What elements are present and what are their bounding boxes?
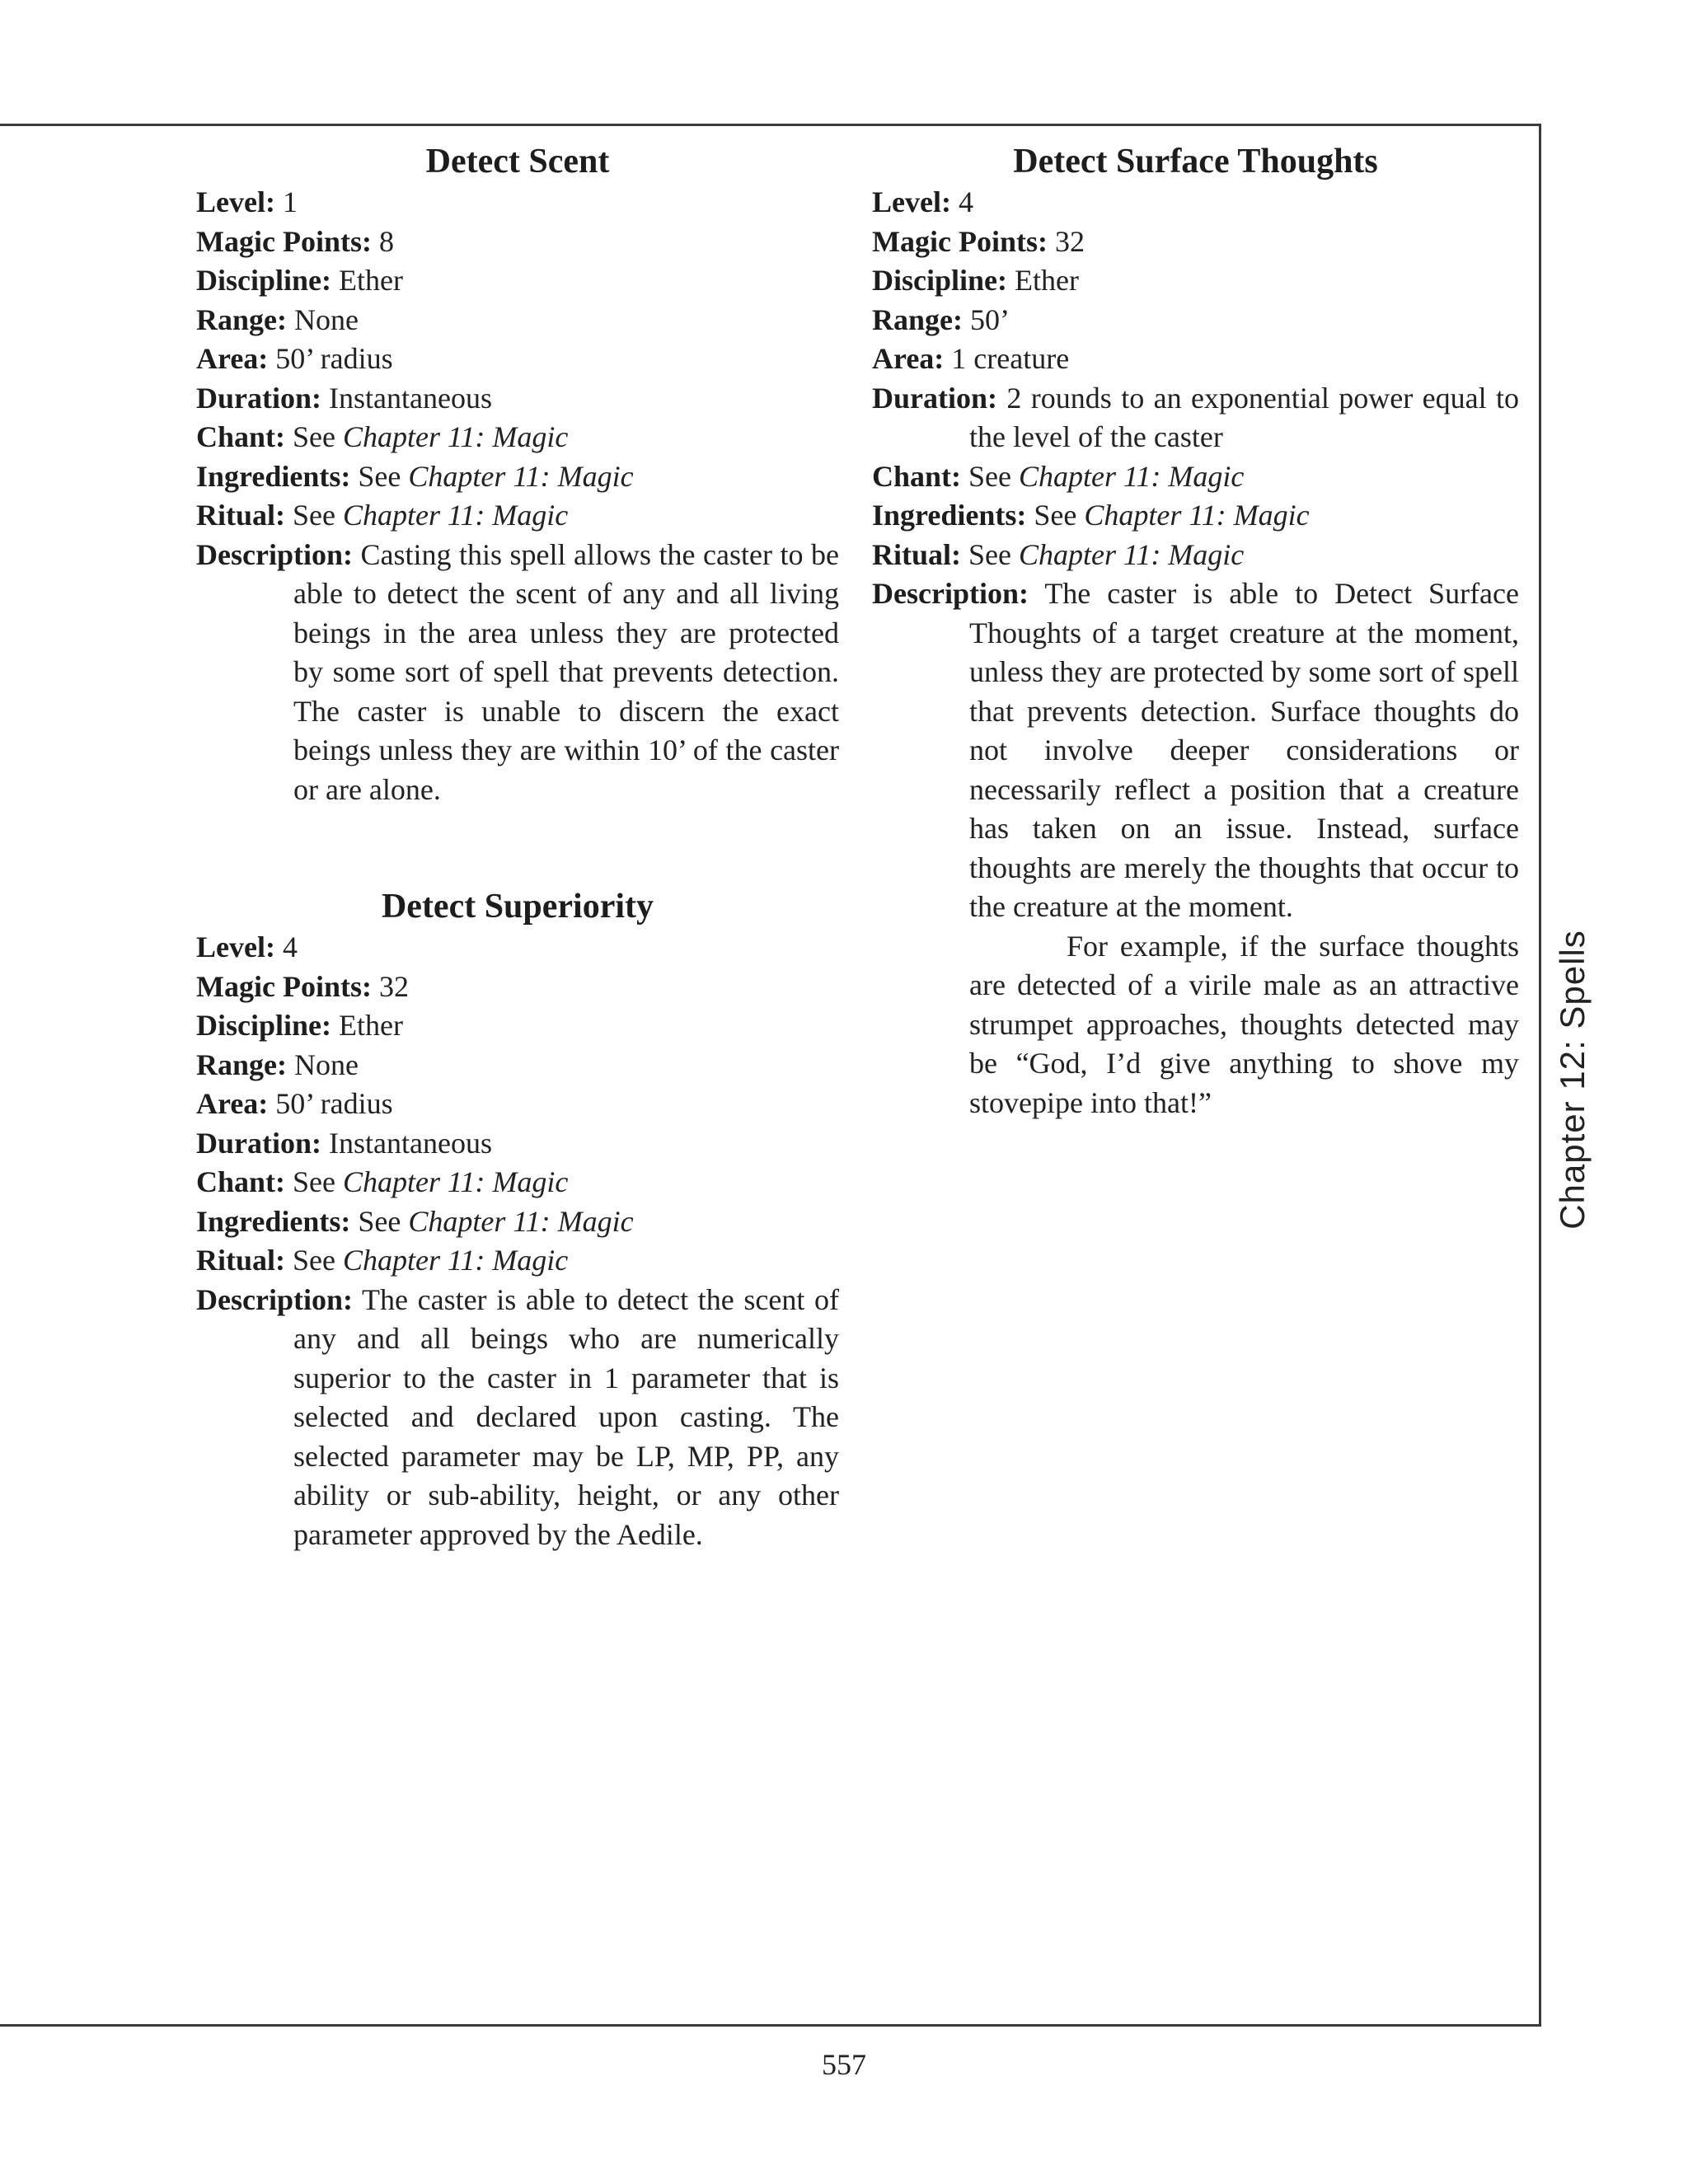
spell-description <box>196 1281 839 1555</box>
left-column <box>196 140 839 1554</box>
field-label: Chant: <box>196 420 286 453</box>
spell-title: Detect Scent <box>425 143 610 180</box>
spell-field-magic-points <box>872 223 1519 262</box>
spell-field-ingredients <box>872 496 1519 536</box>
spell-field-chant <box>196 418 839 457</box>
chapter-side-tab-label: Chapter 12: Spells <box>1553 930 1592 1230</box>
spell-field-area <box>872 340 1519 379</box>
chapter-reference: Chapter 11: Magic <box>408 1204 634 1238</box>
spell-entry-detect-scent <box>196 140 839 809</box>
description-label: Description: <box>196 537 353 571</box>
chapter-reference: Chapter 11: Magic <box>343 1165 569 1198</box>
field-label: Area: <box>196 342 269 375</box>
field-value: 1 <box>282 185 298 218</box>
spell-description <box>196 536 839 810</box>
field-label: Duration: <box>872 381 997 415</box>
field-label: Area: <box>196 1087 269 1120</box>
field-value: Instantaneous <box>329 381 492 415</box>
field-value: See <box>358 459 401 493</box>
description-label: Description: <box>872 577 1029 610</box>
field-label: Area: <box>872 342 945 375</box>
field-value: 4 <box>282 930 298 963</box>
field-value: 4 <box>958 185 973 218</box>
field-value: See <box>968 459 1012 493</box>
chapter-reference: Chapter 11: Magic <box>1019 459 1245 493</box>
spell-field-duration <box>196 379 839 419</box>
field-label: Duration: <box>196 381 321 415</box>
field-label: Ingredients: <box>196 459 351 493</box>
field-label: Duration: <box>196 1126 321 1160</box>
field-value: 1 creature <box>951 342 1070 375</box>
field-label: Magic Points: <box>196 969 372 1003</box>
spell-field-level <box>196 928 839 968</box>
spell-title: Detect Surface Thoughts <box>1013 143 1378 180</box>
spell-field-magic-points <box>196 968 839 1007</box>
field-label: Magic Points: <box>872 224 1048 258</box>
spell-field-discipline <box>872 261 1519 301</box>
spell-field-ritual <box>872 536 1519 575</box>
field-label: Range: <box>196 302 287 336</box>
field-value: Ether <box>339 264 403 297</box>
page-number: 557 <box>822 2048 866 2081</box>
field-value: Ether <box>1015 264 1079 297</box>
field-label: Ingredients: <box>872 499 1027 532</box>
spell-field-discipline <box>196 261 839 301</box>
field-value: 32 <box>378 969 409 1003</box>
field-label: Chant: <box>872 459 962 493</box>
field-value: See <box>293 1165 336 1198</box>
field-value: Ether <box>339 1009 403 1042</box>
spell-field-level <box>196 183 839 223</box>
field-label: Ingredients: <box>196 1204 351 1238</box>
field-value: See <box>293 499 335 532</box>
spell-field-magic-points <box>196 223 839 262</box>
spell-entry-detect-surface-thoughts <box>872 140 1519 1122</box>
field-value: 2 rounds to an exponential power equal to the level of the caster <box>969 381 1519 453</box>
field-value: Instantaneous <box>329 1126 492 1160</box>
chapter-reference: Chapter 11: Magic <box>408 459 634 493</box>
field-label: Ritual: <box>872 537 961 571</box>
field-value: See <box>293 420 336 453</box>
field-value: None <box>294 1047 359 1081</box>
description-text: The caster is able to detect the scent of any and all beings who are numerically superior to the caster in 1 parameter that is selected and declared upon casting. The selected parameter may be LP, MP, PP, any ability or sub-ability, height, or any other parameter approved by the Aedile. <box>293 1282 839 1551</box>
spell-entry-detect-superiority <box>196 885 839 1554</box>
field-value: See <box>293 1244 335 1277</box>
field-label: Level: <box>196 930 275 963</box>
field-value: 8 <box>378 224 394 258</box>
right-column <box>872 140 1519 1122</box>
spell-field-area <box>196 340 839 379</box>
spell-field-duration <box>196 1124 839 1164</box>
spell-field-ingredients <box>196 1202 839 1242</box>
field-value: 50’ radius <box>275 1087 393 1120</box>
spell-field-level <box>872 183 1519 223</box>
spell-field-range <box>196 1046 839 1085</box>
field-value: 50’ radius <box>275 342 393 375</box>
field-label: Range: <box>196 1047 287 1081</box>
field-value: None <box>294 302 359 336</box>
field-label: Level: <box>872 185 951 218</box>
field-label: Ritual: <box>196 499 285 532</box>
spell-field-chant <box>872 457 1519 497</box>
field-label: Discipline: <box>196 264 332 297</box>
field-label: Chant: <box>196 1165 286 1198</box>
chapter-reference: Chapter 11: Magic <box>342 499 569 532</box>
field-label: Range: <box>872 302 963 336</box>
spell-field-area <box>196 1085 839 1124</box>
description-text: Casting this spell allows the caster to be able to detect the scent of any and all living beings in the area unless they are protected by some sort of spell that prevents detection. The caster is unable to discern the exact beings unless they are within 10’ of the caster or are alone. <box>293 537 839 806</box>
field-value: See <box>358 1204 401 1238</box>
field-label: Level: <box>196 185 275 218</box>
field-label: Magic Points: <box>196 224 372 258</box>
spell-field-duration <box>872 379 1519 457</box>
field-value: See <box>968 537 1011 571</box>
spell-title: Detect Superiority <box>381 888 654 926</box>
field-label: Discipline: <box>196 1009 332 1042</box>
chapter-reference: Chapter 11: Magic <box>342 1244 569 1277</box>
spell-field-range <box>872 301 1519 340</box>
spell-field-ingredients <box>196 457 839 497</box>
chapter-side-tab <box>1548 931 1597 1228</box>
field-label: Discipline: <box>872 264 1008 297</box>
description-text: The caster is able to Detect Surface Thoughts of a target creature at the moment, unless they are protected by some sort of spell that prevents detection. Surface thoughts do not involve deeper considerations or necessarily reflect a position that a creature has taken on an issue. Instead, surface thoughts are merely the thoughts that occur to the creature at the moment. <box>969 577 1519 923</box>
spell-description <box>872 574 1519 927</box>
chapter-reference: Chapter 11: Magic <box>343 420 569 453</box>
chapter-reference: Chapter 11: Magic <box>1018 537 1245 571</box>
field-value: 32 <box>1054 224 1085 258</box>
field-label: Ritual: <box>196 1244 285 1277</box>
spell-description-continued: For example, if the surface thoughts are detected of a virile male as an attractive strumpet approaches, thoughts detected may be “God, I’d give anything to shove my stovepipe into that!” <box>969 929 1519 1119</box>
spell-field-discipline <box>196 1006 839 1046</box>
description-label: Description: <box>196 1282 353 1316</box>
spell-field-chant <box>196 1163 839 1202</box>
field-value: 50’ <box>970 302 1010 336</box>
field-value: See <box>1034 499 1077 532</box>
chapter-reference: Chapter 11: Magic <box>1084 499 1310 532</box>
spell-field-ritual <box>196 496 839 536</box>
spell-field-ritual <box>196 1241 839 1281</box>
spell-field-range <box>196 301 839 340</box>
